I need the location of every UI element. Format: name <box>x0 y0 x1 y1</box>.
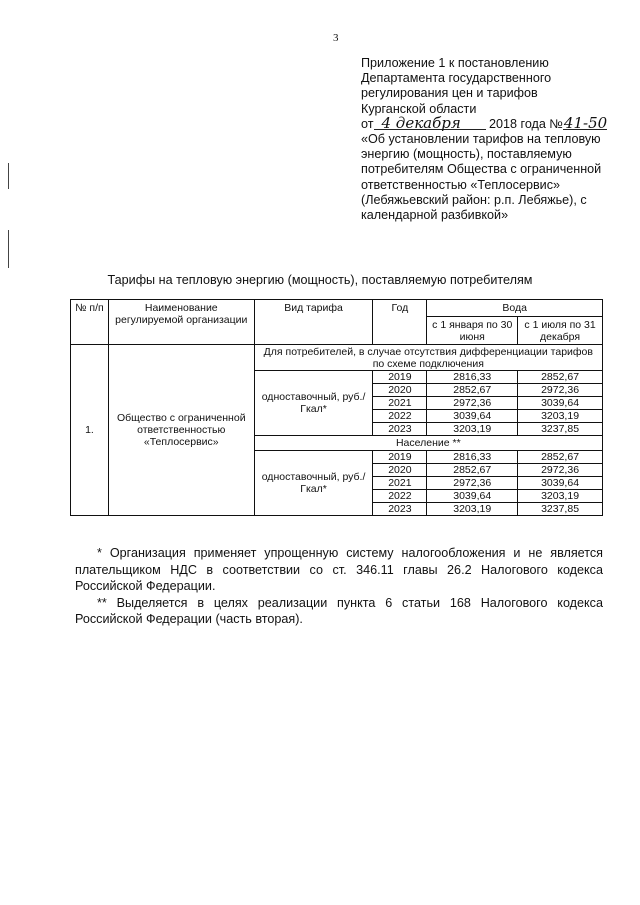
handwritten-number: 41-50 <box>563 113 608 132</box>
table-header-row-1 <box>71 300 603 317</box>
value-cell: 3203,19 <box>518 490 603 503</box>
date-prefix: от <box>361 116 374 131</box>
appendix-header <box>361 56 623 223</box>
value-cell: 3237,85 <box>518 423 603 436</box>
row-number: 1. <box>71 345 109 516</box>
footnote-1: * Организация применяет упрощенную систему налогообложения и не является плательщиком НДС в соответствии со ст. 346.11 главы 26.2 Налогового кодекса Российской Федерации. <box>75 546 603 593</box>
appendix-line-2: Департамента государственного <box>361 71 552 86</box>
value-cell: 3039,64 <box>427 490 518 503</box>
appendix-date-line <box>361 113 623 132</box>
year-cell: 2022 <box>373 490 427 503</box>
group-2-tariff-type: одноставочный, руб./Гкал* <box>254 451 373 516</box>
appendix-subject: «Об установлении тарифов на тепловую энергию (мощность), поставляемую потребителям Общества с ограниченной ответственностью «Теплосервис» (Лебяжьевский район: р.п. Лебяжье), с календарной разбивкой» <box>361 132 602 223</box>
header-num: № п/п <box>71 300 109 345</box>
footnote-2: ** Выделяется в целях реализации пункта 6 статьи 168 Налогового кодекса Российской Федерации (часть вторая). <box>75 595 603 626</box>
value-cell: 2972,36 <box>427 477 518 490</box>
year-cell: 2019 <box>373 371 427 384</box>
value-cell: 3039,64 <box>518 477 603 490</box>
value-cell: 2972,36 <box>518 464 603 477</box>
margin-mark-top <box>8 163 9 189</box>
year-cell: 2021 <box>373 397 427 410</box>
value-cell: 2852,67 <box>427 464 518 477</box>
value-cell: 3203,19 <box>427 423 518 436</box>
header-org: Наименование регулируемой организации <box>108 300 254 345</box>
value-cell: 2972,36 <box>427 397 518 410</box>
group-2-title: Население ** <box>254 436 602 451</box>
year-cell: 2022 <box>373 410 427 423</box>
group-title-row <box>71 345 603 371</box>
value-cell: 2972,36 <box>518 384 603 397</box>
value-cell: 3039,64 <box>518 397 603 410</box>
group-1-title: Для потребителей, в случае отсутствия дифференциации тарифов по схеме подключения <box>254 345 602 371</box>
footnotes <box>75 545 603 628</box>
header-tariff-type: Вид тарифа <box>254 300 373 345</box>
appendix-line-1: Приложение 1 к постановлению <box>361 56 549 70</box>
value-cell: 2852,67 <box>518 451 603 464</box>
header-period-2: с 1 июля по 31 декабря <box>518 317 603 345</box>
value-cell: 3237,85 <box>518 503 603 516</box>
year-cell: 2020 <box>373 464 427 477</box>
date-year: 2018 года № <box>489 116 563 131</box>
value-cell: 2816,33 <box>427 371 518 384</box>
org-name: Общество с ограниченной ответственностью «Теплосервис» <box>108 345 254 516</box>
year-cell: 2020 <box>373 384 427 397</box>
value-cell: 2852,67 <box>427 384 518 397</box>
header-medium: Вода <box>427 300 603 317</box>
margin-mark-bottom <box>8 230 9 268</box>
value-cell: 3203,19 <box>427 503 518 516</box>
value-cell: 3039,64 <box>427 410 518 423</box>
tariff-table <box>70 299 603 516</box>
header-period-1: с 1 января по 30 июня <box>427 317 518 345</box>
value-cell: 3203,19 <box>518 410 603 423</box>
appendix-line-3: регулирования цен и тарифов <box>361 86 538 101</box>
page-number: 3 <box>333 32 339 44</box>
handwritten-date: 4 декабря <box>374 117 486 130</box>
header-year: Год <box>373 300 427 345</box>
year-cell: 2023 <box>373 503 427 516</box>
appendix-line-4: Курганской области <box>361 101 477 116</box>
group-1-tariff-type: одноставочный, руб./Гкал* <box>254 371 373 436</box>
table-title: Тарифы на тепловую энергию (мощность), поставляемую потребителям <box>107 273 533 287</box>
value-cell: 2816,33 <box>427 451 518 464</box>
value-cell: 2852,67 <box>518 371 603 384</box>
year-cell: 2019 <box>373 451 427 464</box>
year-cell: 2021 <box>373 477 427 490</box>
year-cell: 2023 <box>373 423 427 436</box>
